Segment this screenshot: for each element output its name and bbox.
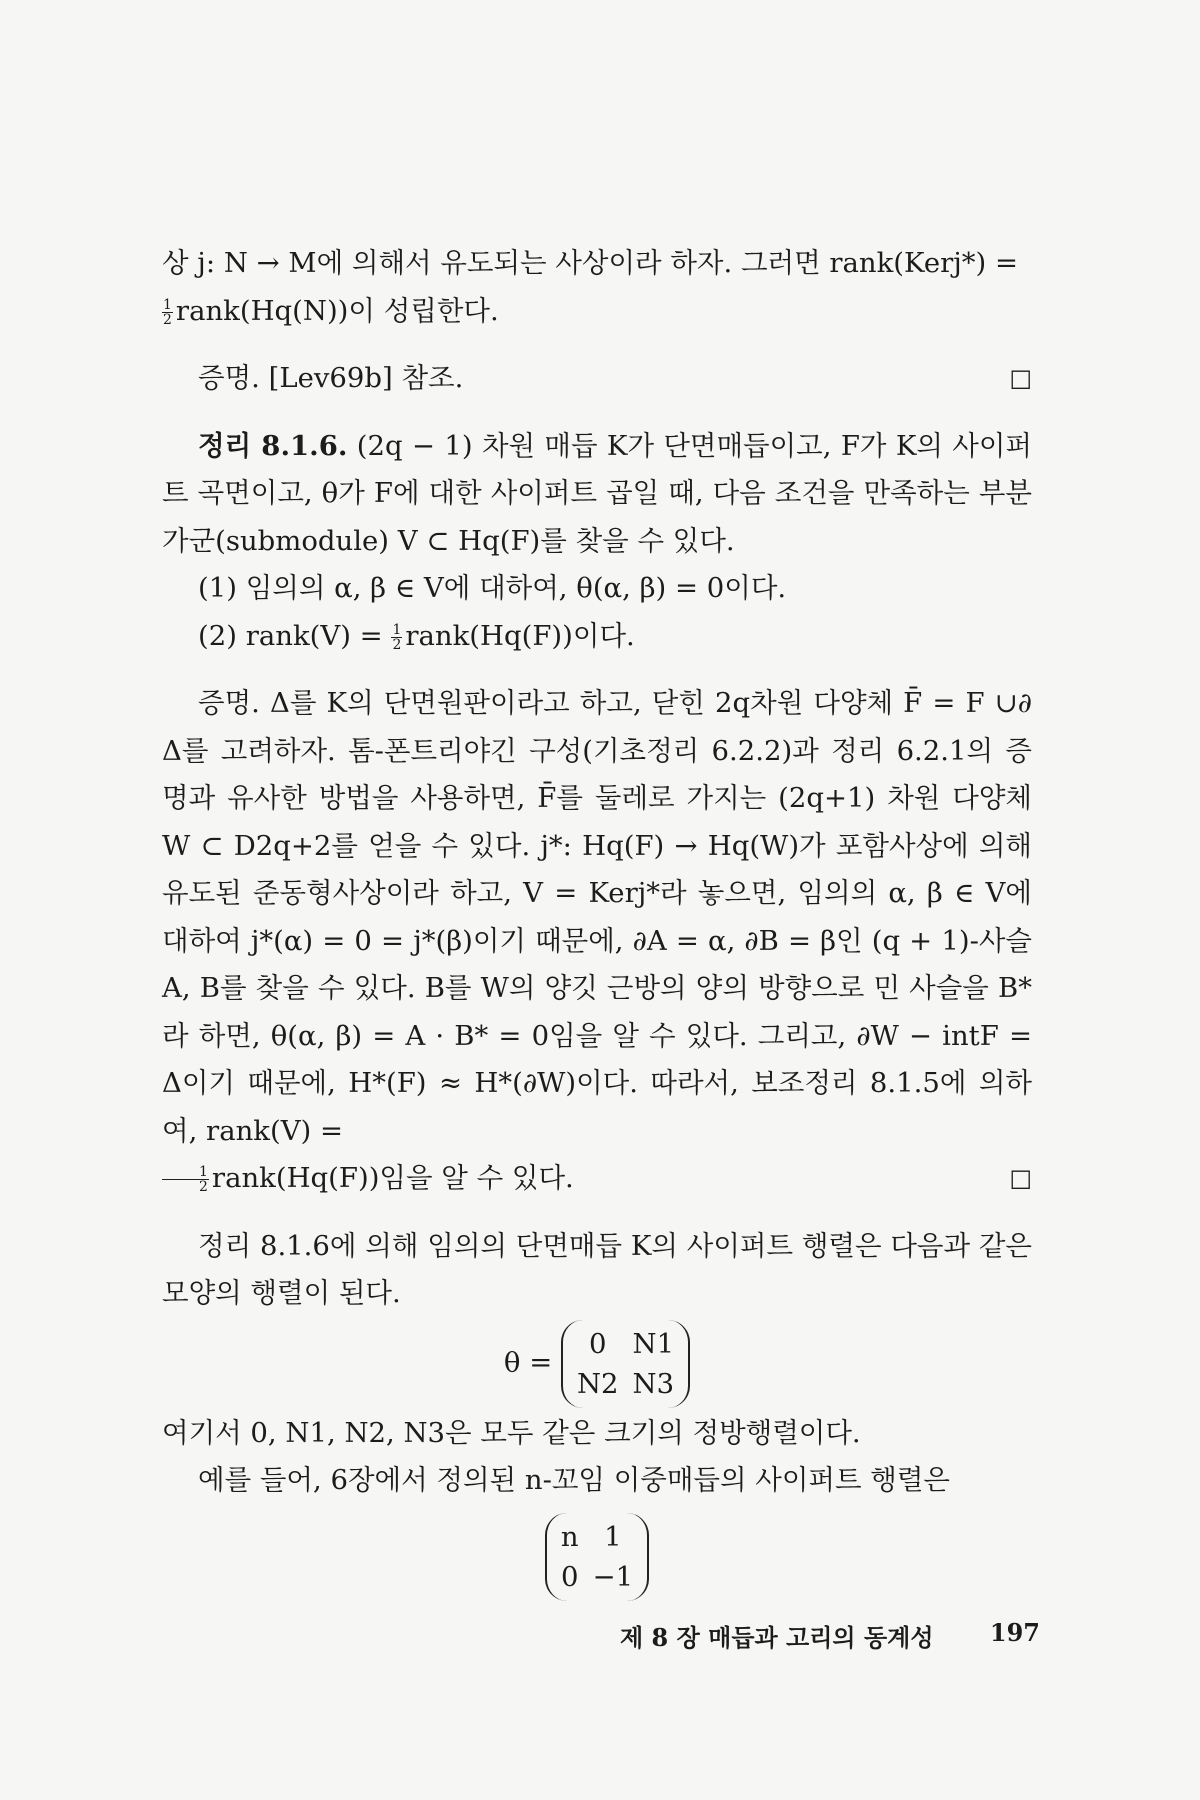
lemma-line-2: rank(Hq(N))이 성립한다. <box>175 294 499 327</box>
paragraph-square-matrices: 여기서 0, N1, N2, N3은 모두 같은 크기의 정방행렬이다. <box>162 1416 861 1449</box>
proof-reference: 증명. [Lev69b] 참조. □ <box>162 355 1032 403</box>
main-text <box>162 240 1032 1603</box>
theorem-label: 정리 8.1.6. <box>198 429 348 462</box>
qed-symbol: □ <box>1009 364 1032 392</box>
lemma-line-1: 상 j: N → M에 의해서 유도되는 사상이라 하자. 그러면 rank(Kerj*) = <box>162 247 1019 279</box>
condition-1: (1) 임의의 α, β ∈ V에 대하여, θ(α, β) = 0이다. <box>198 572 787 604</box>
theorem-text: (2q − 1) 차원 매듭 K가 단면매듭이고, F가 K의 사이퍼트 곡면이고, θ가 F에 대한 사이퍼트 곱일 때, 다음 조건을 만족하는 부분 가군(submodule) V ⊂ Hq(F)를 찾을 수 있다. <box>162 429 1032 557</box>
condition-2: (2) rank(V) = $\frac{1}{2}$ rank(Hq(F))이다. <box>198 619 635 653</box>
matrix-entry: N3 <box>632 1367 675 1400</box>
matrix-entry: N1 <box>632 1327 675 1360</box>
chapter-title: 제 8 장 매듭과 고리의 동계성 <box>620 1623 934 1652</box>
matrix-entry: −1 <box>592 1560 634 1593</box>
block-matrix <box>561 1320 690 1408</box>
paragraph-example: 예를 들어, 6장에서 정의된 n-꼬임 이중매듭의 사이퍼트 행렬은 <box>198 1464 950 1496</box>
theorem-8-1-6 <box>162 423 1032 566</box>
matrix-theta <box>162 1320 1032 1408</box>
fraction: $\frac{1}{2}$ <box>392 621 402 653</box>
fraction: $\frac{1}{2}$ <box>163 296 172 328</box>
page-footer <box>620 1618 1040 1653</box>
page-number: 197 <box>989 1618 1040 1647</box>
paragraph-lemma-end <box>162 240 1032 335</box>
proof-theorem: 증명. Δ를 K의 단면원판이라고 하고, 닫힌 2q차원 다양체 F̄ = F ∪∂ Δ를 고려하자. 톰-폰트리야긴 구성(기초정리 6.2.2)과 정리 6.2.1의 증명과 유사한 방법을 사용하면, F̄를 둘레로 가지는 (2q+1) 차원 다양체 W ⊂ D2q+2를 얻을 수 있다. j*: Hq(F) → Hq(W)가 포함사상에 의해 유도된 준동형사상이라 하고, V = Kerj*라 놓으면, 임의의 α, β ∈ V에 대하여 j*(α) = 0 = j*(β)이기 때문에, ∂A = α, ∂B = β인 (q + 1)-사슬 A, B를 찾을 수 있다. B를 W의 양깃 근방의 양의 방향으로 민 사슬을 B*라 하면, θ(α, β) = A · B* = 0임을 알 수 있다. 그리고, ∂W − intF = Δ이기 때문에, H*(F) ≈ H*(∂W)이다. 따라서, 보조정리 8.1.5에 의하여, rank(V) = $\frac{1}{2}$ rank(Hq(F))임을 알 수 있다. □ <box>162 680 1032 1203</box>
matrix-lhs: θ = <box>503 1346 553 1378</box>
example-matrix <box>545 1513 649 1601</box>
matrix-entry: N2 <box>576 1367 619 1400</box>
qed-symbol: □ <box>1009 1164 1032 1192</box>
matrix-entry: n <box>560 1520 579 1553</box>
matrix-twist-knot <box>162 1513 1032 1601</box>
matrix-entry: 0 <box>589 1327 607 1360</box>
matrix-entry: 1 <box>604 1520 622 1553</box>
paragraph-seifert-form: 정리 8.1.6에 의해 임의의 단면매듭 K의 사이퍼트 행렬은 다음과 같은 모양의 행렬이 된다. <box>162 1229 1032 1309</box>
fraction: $\frac{1}{2}$ <box>162 1165 209 1194</box>
matrix-entry: 0 <box>560 1560 579 1593</box>
